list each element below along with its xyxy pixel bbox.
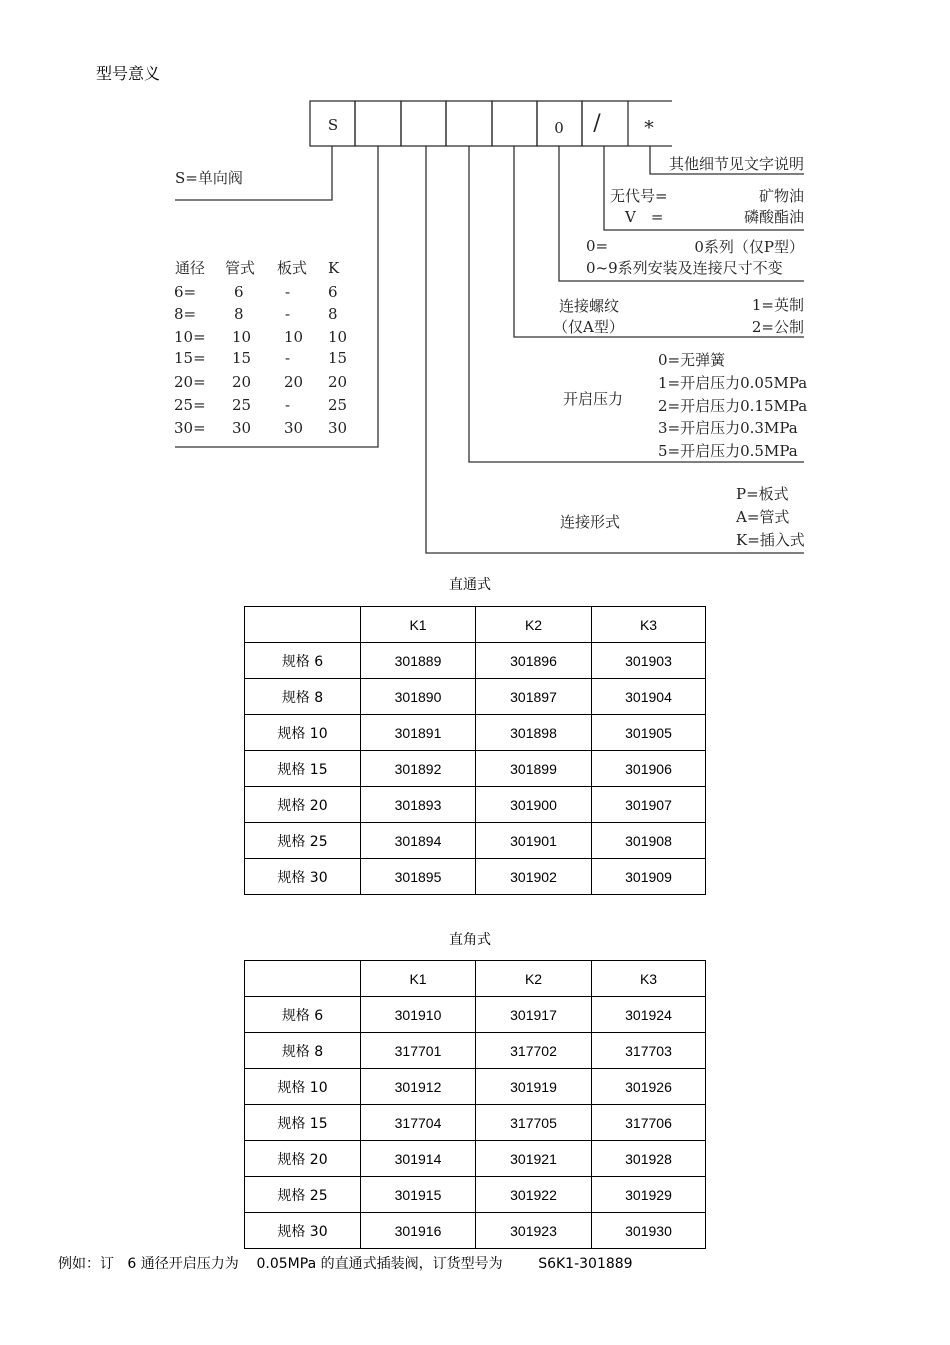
code-box-4 (446, 101, 492, 146)
value-cell: 301926 (592, 1069, 706, 1105)
conn-option-a: A=管式 (736, 508, 790, 526)
table-row (245, 643, 706, 679)
spec-cell: 规格 25 (245, 823, 361, 859)
thread-label: 连接螺纹 (559, 297, 620, 315)
table-row (245, 1141, 706, 1177)
angle-caption: 直角式 (449, 932, 491, 948)
header-cell: K2 (476, 961, 592, 997)
spec-cell: 规格 6 (245, 643, 361, 679)
spec-cell: 规格 30 (245, 859, 361, 895)
value-cell: 301915 (361, 1177, 476, 1213)
thread-sub-label: （仅A型） (553, 318, 624, 336)
size-row-10-k: 10 (328, 328, 348, 346)
size-header-k: K (328, 259, 340, 277)
size-row-10-pipe: 10 (232, 328, 252, 346)
code-box-s-text: S (327, 116, 339, 134)
size-row-10-plate: 10 (284, 328, 304, 346)
spec-cell: 规格 10 (245, 715, 361, 751)
table-row (245, 823, 706, 859)
s-label: S=单向阀 (175, 169, 243, 187)
value-cell: 301900 (476, 787, 592, 823)
value-cell: 301924 (592, 997, 706, 1033)
pressure-label: 开启压力 (563, 390, 624, 408)
value-cell: 301909 (592, 859, 706, 895)
spec-cell: 规格 20 (245, 787, 361, 823)
table-row (245, 859, 706, 895)
code-box-7 (582, 101, 628, 146)
conn-option-k: K=插入式 (736, 531, 805, 549)
conn-option-p: P=板式 (736, 485, 789, 503)
size-row-8-bore: 8= (174, 305, 197, 323)
value-cell: 301895 (361, 859, 476, 895)
value-cell: 301910 (361, 997, 476, 1033)
code-slash: / (593, 111, 601, 136)
size-row-25-pipe: 25 (232, 396, 252, 414)
value-cell: 301899 (476, 751, 592, 787)
value-cell: 301903 (592, 643, 706, 679)
value-cell: 301923 (476, 1213, 592, 1249)
size-rows (174, 283, 347, 437)
size-row-30-k: 30 (328, 419, 348, 437)
value-cell: 301890 (361, 679, 476, 715)
size-row-25-k: 25 (328, 396, 348, 414)
oil-v-label: V = (625, 208, 664, 226)
size-row-6-pipe: 6 (234, 283, 244, 301)
oil-phosphate-label: 磷酸酯油 (743, 208, 804, 226)
table-row (245, 715, 706, 751)
value-cell: 301905 (592, 715, 706, 751)
value-cell: 301904 (592, 679, 706, 715)
size-row-6-plate: - (285, 283, 291, 301)
value-cell: 301896 (476, 643, 592, 679)
code-box-2 (355, 101, 401, 146)
code-box-0-text: 0 (554, 119, 564, 137)
value-cell: 301928 (592, 1141, 706, 1177)
spec-cell: 规格 8 (245, 1033, 361, 1069)
size-row-20-plate: 20 (284, 373, 304, 391)
value-cell: 301930 (592, 1213, 706, 1249)
size-row-10-bore: 10= (174, 328, 206, 346)
oil-none-label: 无代号= (610, 187, 668, 205)
pressure-option-1: 1=开启压力0.05MPa (658, 374, 808, 392)
value-cell: 317705 (476, 1105, 592, 1141)
header-cell: K3 (592, 607, 706, 643)
size-row-6-k: 6 (328, 283, 338, 301)
model-code-diagram (0, 0, 950, 570)
value-cell: 317701 (361, 1033, 476, 1069)
value-cell: 301907 (592, 787, 706, 823)
size-row-8-pipe: 8 (234, 305, 244, 323)
size-row-25-bore: 25= (174, 396, 206, 414)
value-cell: 301898 (476, 715, 592, 751)
spec-cell: 规格 6 (245, 997, 361, 1033)
thread-imperial-label: 1=英制 (751, 296, 804, 314)
size-row-6-bore: 6= (174, 283, 197, 301)
value-cell: 301901 (476, 823, 592, 859)
size-row-15-plate: - (285, 349, 291, 367)
oil-mineral-label: 矿物油 (758, 187, 804, 205)
table-row (245, 787, 706, 823)
size-row-8-plate: - (285, 305, 291, 323)
value-cell: 301916 (361, 1213, 476, 1249)
spec-cell: 规格 10 (245, 1069, 361, 1105)
value-cell: 301919 (476, 1069, 592, 1105)
pressure-option-0: 0=无弹簧 (658, 351, 726, 369)
header-cell: K1 (361, 961, 476, 997)
value-cell: 301921 (476, 1141, 592, 1177)
table-row (245, 1105, 706, 1141)
value-cell: 301902 (476, 859, 592, 895)
size-header-pipe: 管式 (225, 259, 256, 277)
size-row-20-bore: 20= (174, 373, 206, 391)
value-cell: 301908 (592, 823, 706, 859)
header-cell: K3 (592, 961, 706, 997)
header-cell: K1 (361, 607, 476, 643)
value-cell: 301906 (592, 751, 706, 787)
section-title: 型号意义 (96, 64, 161, 83)
header-cell (245, 961, 361, 997)
other-details-label: 其他细节见文字说明 (668, 155, 804, 173)
series-range-label: 0~9系列安装及连接尺寸不变 (586, 259, 783, 277)
table-header-row (245, 961, 706, 997)
table-row (245, 997, 706, 1033)
spec-cell: 规格 15 (245, 1105, 361, 1141)
size-row-20-pipe: 20 (232, 373, 252, 391)
size-row-30-plate: 30 (284, 419, 304, 437)
size-row-25-plate: - (285, 396, 291, 414)
table-header-row (245, 607, 706, 643)
spec-cell: 规格 25 (245, 1177, 361, 1213)
size-row-30-bore: 30= (174, 419, 206, 437)
value-cell: 301892 (361, 751, 476, 787)
header-cell (245, 607, 361, 643)
spec-cell: 规格 20 (245, 1141, 361, 1177)
straight-table (244, 606, 706, 895)
value-cell: 301929 (592, 1177, 706, 1213)
pressure-option-3: 3=开启压力0.3MPa (658, 419, 798, 437)
conn-label: 连接形式 (560, 513, 621, 531)
table-row (245, 1069, 706, 1105)
size-header-bore: 通径 (175, 259, 206, 277)
pressure-option-2: 2=开启压力0.15MPa (658, 397, 808, 415)
value-cell: 301917 (476, 997, 592, 1033)
code-box-3 (401, 101, 446, 146)
size-row-8-k: 8 (328, 305, 338, 323)
size-row-15-pipe: 15 (232, 349, 252, 367)
series-p-label: 0系列（仅P型） (694, 238, 804, 256)
value-cell: 317703 (592, 1033, 706, 1069)
table-row (245, 1213, 706, 1249)
value-cell: 301912 (361, 1069, 476, 1105)
value-cell: 301891 (361, 715, 476, 751)
table-row (245, 751, 706, 787)
size-header-plate: 板式 (277, 259, 308, 277)
series-zero-label: 0= (586, 237, 609, 255)
table-row (245, 1177, 706, 1213)
code-star: * (644, 117, 654, 139)
header-cell: K2 (476, 607, 592, 643)
size-row-15-bore: 15= (174, 349, 206, 367)
angle-table (244, 960, 706, 1249)
value-cell: 301922 (476, 1177, 592, 1213)
thread-metric-label: 2=公制 (751, 318, 804, 336)
size-row-30-pipe: 30 (232, 419, 252, 437)
size-row-15-k: 15 (328, 349, 348, 367)
spec-cell: 规格 15 (245, 751, 361, 787)
value-cell: 301889 (361, 643, 476, 679)
spec-cell: 规格 8 (245, 679, 361, 715)
value-cell: 317704 (361, 1105, 476, 1141)
order-example: 例如：订 6 通径开启压力为 0.05MPa 的直通式插装阀，订货型号为 S6K1-301889 (58, 1256, 633, 1272)
pressure-option-5: 5=开启压力0.5MPa (658, 442, 798, 460)
value-cell: 301897 (476, 679, 592, 715)
value-cell: 301914 (361, 1141, 476, 1177)
value-cell: 317706 (592, 1105, 706, 1141)
spec-cell: 规格 30 (245, 1213, 361, 1249)
value-cell: 317702 (476, 1033, 592, 1069)
table-row (245, 679, 706, 715)
table-row (245, 1033, 706, 1069)
size-row-20-k: 20 (328, 373, 348, 391)
value-cell: 301893 (361, 787, 476, 823)
code-box-5 (492, 101, 537, 146)
value-cell: 301894 (361, 823, 476, 859)
straight-caption: 直通式 (449, 577, 491, 593)
